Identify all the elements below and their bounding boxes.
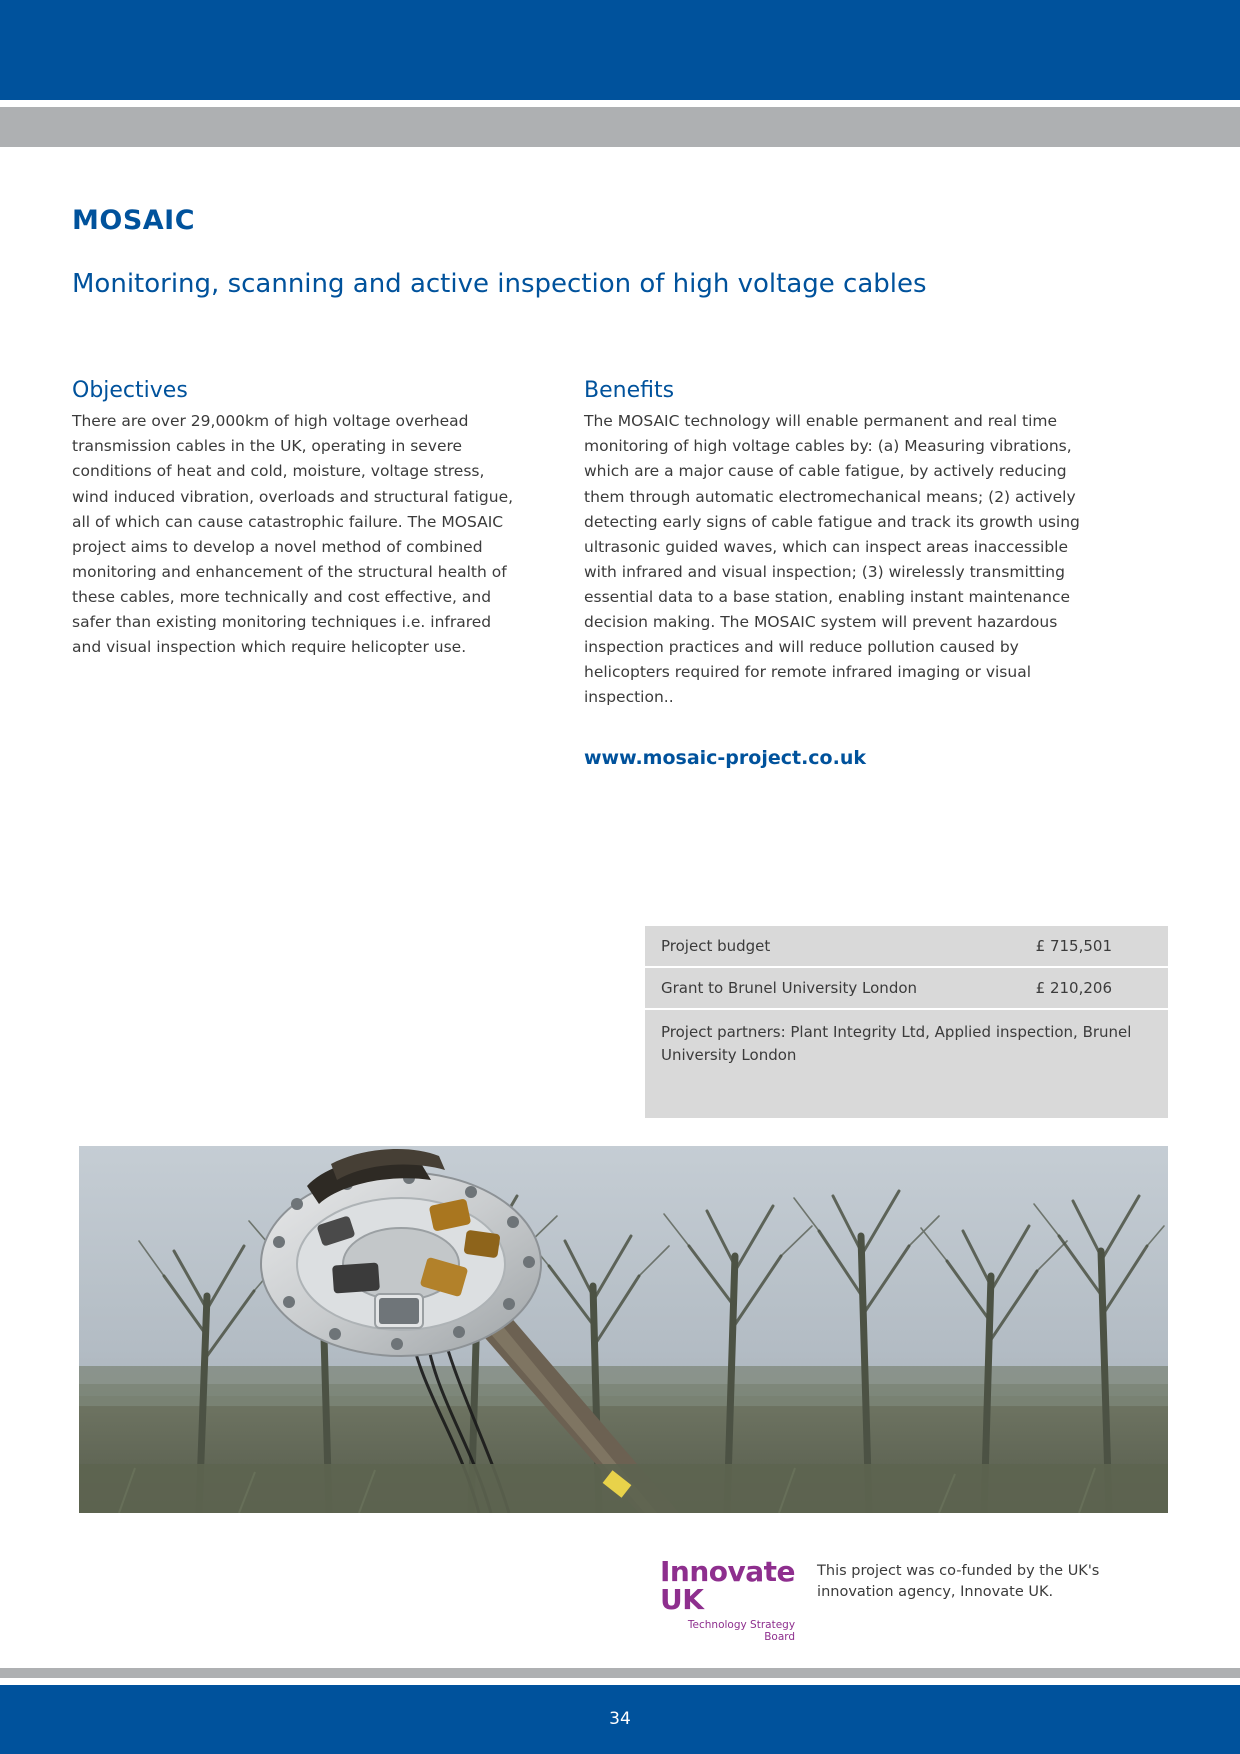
benefits-text: The MOSAIC technology will enable permanent and real time monitoring of high voltage cables by: (a) Measuring vibrations, which are a major cause of cable fatigue, by actively reducing them through automatic electromechanical means; (2) actively detecting early signs of cable fatigue and track its growth using ultrasonic guided waves, which can inspect areas inaccessible with infrared and visual inspection; (3) wirelessly transmitting essential data to a base station, enabling instant maintenance decision making. The MOSAIC system will prevent hazardous inspection practices and will reduce pollution caused by helicopters required for remote infrared imaging or visual inspection.. <box>584 412 1080 707</box>
innovate-uk-tagline: Technology Strategy Board <box>687 1619 796 1643</box>
project-photo <box>79 1146 1168 1513</box>
funding-footer <box>660 1555 1170 1643</box>
benefits-column <box>584 378 1104 768</box>
page-title: MOSAIC <box>72 205 196 236</box>
project-facts-table <box>645 926 1168 1118</box>
table-row-budget <box>645 926 1168 966</box>
page-subtitle: Monitoring, scanning and active inspection of high voltage cables <box>72 269 927 299</box>
project-website-link[interactable]: www.mosaic-project.co.uk <box>584 746 866 769</box>
budget-value: £ 715,501 <box>1035 937 1112 955</box>
header-grey-band <box>0 107 1240 147</box>
objectives-text: There are over 29,000km of high voltage overhead transmission cables in the UK, operating in severe conditions of heat and cold, moisture, voltage stress, wind induced vibration, overloads and structural fatigue, all of which can cause catastrophic failure. The MOSAIC project aims to develop a novel method of combined monitoring and enhancement of the structural health of these cables, more technically and cost effective, and safer than existing monitoring techniques i.e. infrared and visual inspection which require helicopter use. <box>72 412 514 657</box>
table-row-partners: Project partners: Plant Integrity Ltd, Applied inspection, Brunel University London <box>645 1008 1168 1118</box>
innovate-uk-logo <box>660 1555 796 1643</box>
grant-value: £ 210,206 <box>1035 979 1112 997</box>
objectives-column <box>72 378 584 768</box>
budget-label: Project budget <box>661 937 771 955</box>
header-white-gap <box>0 100 1240 107</box>
objectives-heading: Objectives <box>72 378 188 404</box>
benefits-heading: Benefits <box>584 378 675 404</box>
footer-grey-band <box>0 1668 1240 1678</box>
grant-label: Grant to Brunel University London <box>661 979 918 997</box>
page-number: 34 <box>609 1709 631 1729</box>
innovate-uk-wordmark: Innovate UK <box>660 1555 796 1616</box>
funding-note: This project was co-funded by the UK's innovation agency, Innovate UK. <box>817 1563 1100 1601</box>
page-content <box>72 147 1168 769</box>
header-blue-band <box>0 0 1240 100</box>
table-row-grant <box>645 966 1168 1008</box>
two-column-body <box>72 378 1168 768</box>
